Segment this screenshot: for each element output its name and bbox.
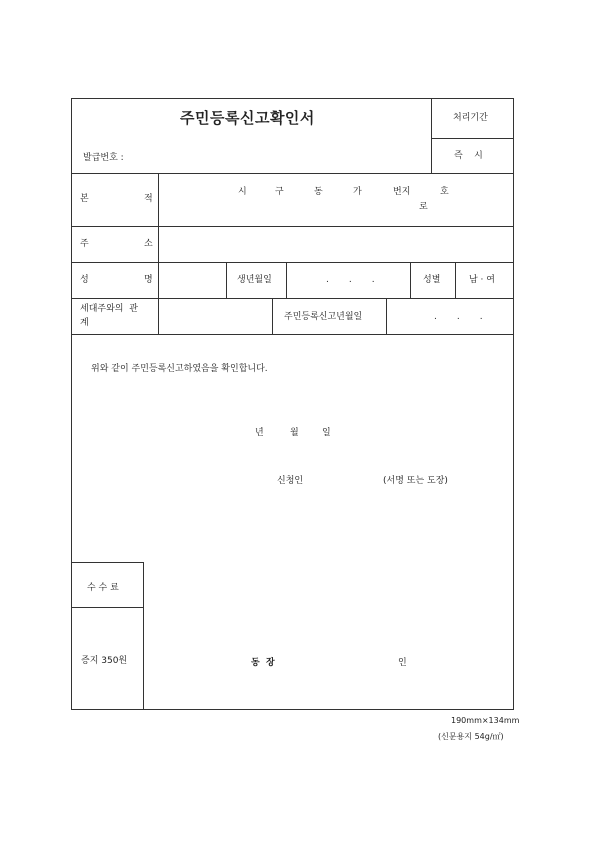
relation-label-line1: 세대주와의 관 [80, 304, 138, 314]
row-line-3 [71, 262, 514, 263]
seal-label: 인 [398, 658, 407, 668]
domicile-label-b: 적 [144, 194, 153, 204]
header-divider [431, 98, 432, 173]
processing-divider [431, 138, 513, 139]
report-date-label: 주민등록신고년월일 [284, 312, 363, 322]
fee-value: 증지 350원 [81, 656, 128, 666]
confirmation-text: 위와 같이 주민등록신고하였음을 확인합니다. [91, 364, 268, 374]
date-month-label: 월 [290, 428, 299, 438]
paper-spec: (신문용지 54g/㎡) [438, 732, 504, 741]
report-date-field[interactable]: . . . [434, 312, 483, 322]
name-label-a: 성 [80, 275, 89, 285]
address-field[interactable] [159, 227, 513, 262]
relation-row-div-1 [272, 298, 273, 334]
address-label-a: 주 [80, 239, 89, 249]
address-part-gu: 구 [275, 187, 284, 197]
fee-box-top [71, 562, 143, 563]
address-part-ga: 가 [353, 187, 362, 197]
border-left [71, 98, 72, 709]
gender-options[interactable]: 남 · 여 [469, 275, 495, 285]
domicile-label-a: 본 [80, 194, 89, 204]
row-line-4 [71, 298, 514, 299]
address-part-si: 시 [238, 187, 247, 197]
relation-row-div-2 [386, 298, 387, 334]
border-right [513, 98, 514, 709]
relation-label-line2: 계 [80, 318, 89, 328]
name-label-b: 명 [144, 275, 153, 285]
processing-period-value: 즉 시 [454, 151, 483, 161]
form-title: 주민등록신고확인서 [180, 109, 315, 127]
name-row-div-3 [410, 262, 411, 298]
fee-box-mid [71, 607, 143, 608]
birth-label: 생년월일 [237, 275, 272, 285]
border-top [71, 98, 514, 99]
name-row-div-2 [286, 262, 287, 298]
chief-label: 동 장 [251, 658, 275, 668]
relation-field[interactable] [159, 299, 272, 334]
name-field[interactable] [159, 263, 226, 298]
domicile-field[interactable] [159, 174, 513, 226]
birth-date-field[interactable]: . . . [326, 275, 375, 285]
date-day-label: 일 [322, 428, 331, 438]
address-label-b: 소 [144, 239, 153, 249]
signature-hint: (서명 또는 도장) [383, 476, 448, 486]
address-part-ho: 호 [440, 187, 449, 197]
paper-size: 190mm×134mm [451, 716, 520, 725]
name-row-div-4 [455, 262, 456, 298]
address-part-bunji: 번지 [393, 187, 411, 197]
border-bottom [71, 709, 514, 710]
date-year-label: 년 [255, 428, 264, 438]
row-line-5 [71, 334, 514, 335]
applicant-label: 신청인 [277, 476, 304, 486]
fee-label: 수 수 료 [87, 583, 119, 593]
address-part-dong: 동 [314, 187, 323, 197]
issue-number-label: 발급번호 : [83, 153, 124, 163]
fee-box-right [143, 562, 144, 709]
gender-label: 성별 [423, 275, 441, 285]
address-part-ro: 로 [419, 202, 428, 212]
processing-period-label: 처리기간 [453, 113, 488, 123]
name-row-div-1 [226, 262, 227, 298]
